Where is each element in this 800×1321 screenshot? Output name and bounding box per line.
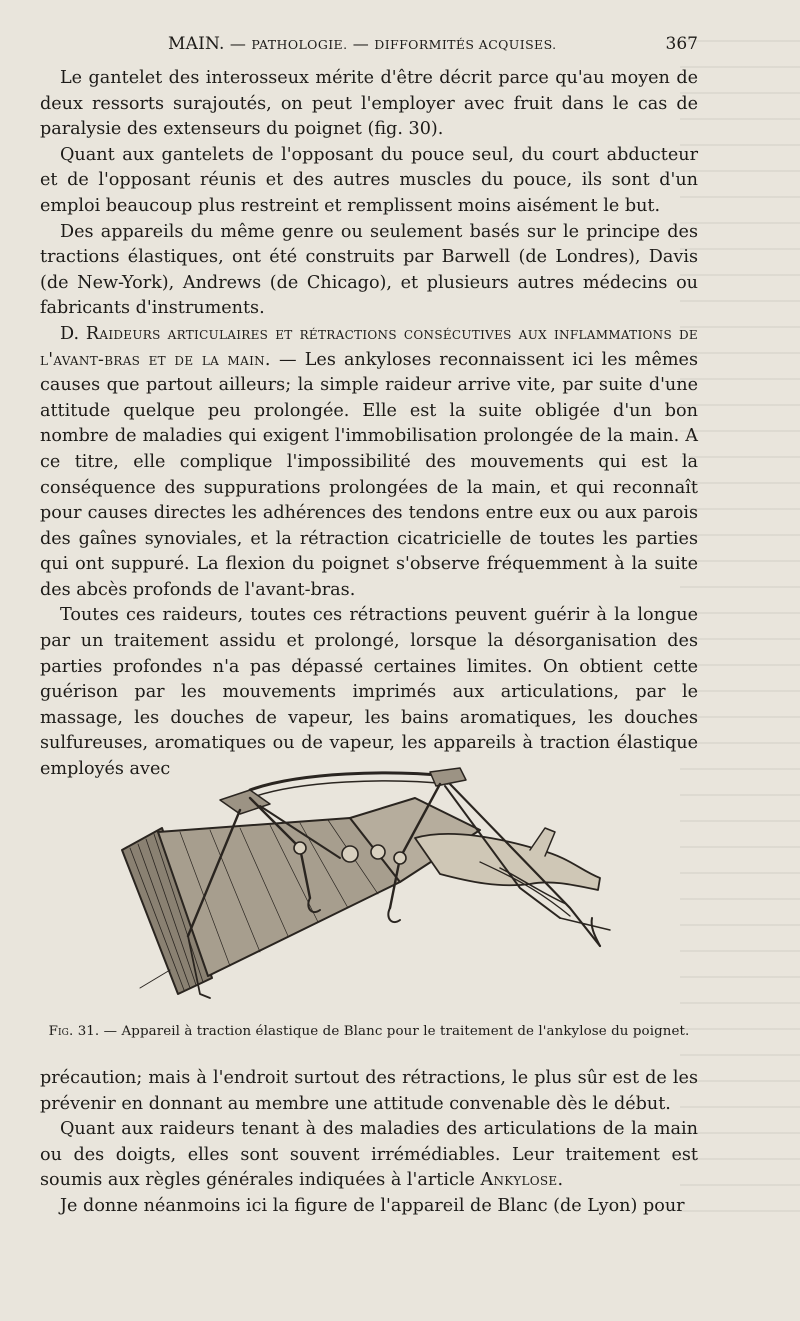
body-text-top [40,66,698,783]
running-header [40,34,698,58]
running-title [168,34,556,54]
header-dash: — [229,34,247,53]
section-heading: Raideurs articulaires et rétractions consécutives aux inflammations de l'avant-bras et de la main. [40,323,698,370]
header-section: MAIN. [168,34,225,54]
wrist-traction-apparatus-illustration [100,758,660,1018]
paragraph-toutes-ces-raideurs: Toutes ces raideurs, toutes ces rétractions peuvent guérir à la longue par un traitement assidu et prolongé, lorsque la désorganisation des parties profondes n'a pas dépassé certaines limites. On obtient cette guérison par les mouvements imprimés aux articulations, par le massage, les douches de vapeur, les bains aromatiques, les douches sulfureuses, aromatiques ou de vapeur, les appareils à traction élastique employés avec [40,605,698,780]
paragraph-quant-aux-raideurs [40,1117,698,1194]
paragraph-appareils: Des appareils du même genre ou seulement basés sur le principe des tractions élastiques, ont été construits par Barwell (de Londres), Davis (de New-York), Andrews (de Chicago), et plusieurs autres médecins ou fabricants d'instruments. [40,221,698,319]
paragraph-gantelet-interosseux: Le gantelet des interosseux mérite d'être décrit parce qu'au moyen de deux ressorts surajoutés, on peut l'employer avec fruit dans le cas de paralysie des extenseurs du poignet (fig. 30). [40,68,698,140]
paragraph-je-donne: Je donne néanmoins ici la figure de l'appareil de Blanc (de Lyon) pour [60,1195,685,1216]
body-text-bottom [40,1066,698,1220]
section-letter: D. [60,323,80,344]
paragraph-continuation: précaution; mais à l'endroit surtout des rétractions, le plus sûr est de les prévenir en donnant au membre une attitude convenable dès le début. [40,1068,698,1114]
quant-text: Quant aux raideurs tenant à des maladies des articulations de la main ou des doigts, elles sont souvent irrémédiables. Leur traitement est soumis aux règles générales indiquées à l'article [40,1119,698,1191]
paragraph-gantelets-opposant: Quant aux gantelets de l'opposant du pouce seul, du court abducteur et de l'opposant réunis et des autres muscles du pouce, ils sont d'un emploi beaucoup plus restreint et remplissent moins aisément le but. [40,144,698,216]
header-subtitle-1: PATHOLOGIE. [251,37,348,52]
page-number: 367 [665,34,698,54]
cross-reference-ankylose: Ankylose [480,1170,558,1191]
header-subtitle-2: DIFFORMITÉS ACQUISES. [374,37,557,52]
section-d-paragraph [40,322,698,604]
figure-caption [40,1024,698,1039]
section-d-text: — Les ankyloses reconnaissent ici les mêmes causes que partout ailleurs; la simple raideur arrive vite, par suite d'une attitude quelque peu prolongée. Elle est la suite obligée d'un bon nombre de maladies qui exigent l'immobilisation prolongée de la main. A ce titre, elle complique l'impossibilité des mouvements qui est la conséquence des suppurations prolongées de la main, et qui reconnaît pour causes directes les adhérences des tendons entre eux ou aux parois des gaînes synoviales, et la rétraction cicatricielle de toutes les parties qui ont suppuré. La flexion du poignet s'observe fréquemment à la suite des abcès profonds de l'avant-bras. [40,349,698,600]
figure-label: Fig. 31. [48,1024,100,1039]
quant-period: . [557,1170,564,1191]
figure-caption-text: — Appareil à traction élastique de Blanc pour le traitement de l'ankylose du poignet. [103,1024,690,1039]
show-through-texture [680,40,800,1220]
header-dash: — [352,34,369,53]
